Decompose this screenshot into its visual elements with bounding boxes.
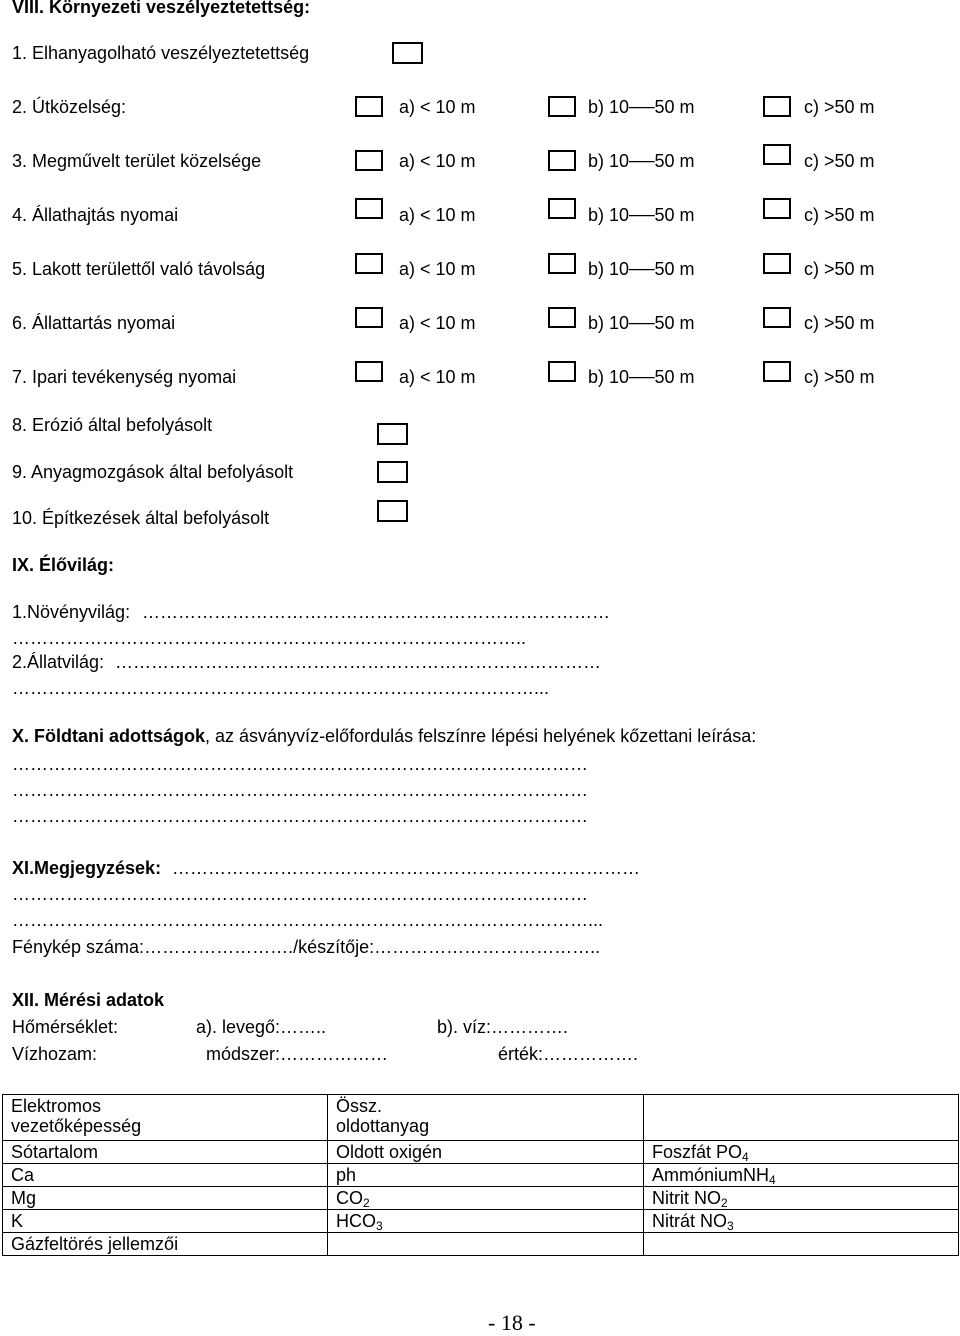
checkbox-row-8[interactable] [377,423,408,445]
section-11-title: XI.Megjegyzések: [12,858,162,878]
cell-ammonium[interactable]: AmmóniumNH$_4$ [644,1164,959,1187]
notes-dots-line-2[interactable]: …………………………………………………………………………………… [12,884,588,904]
checkbox-row-1[interactable] [392,42,423,64]
flora-label: 1.Növényvilág: [12,602,131,622]
cell-salinity[interactable]: Sótartalom [3,1141,328,1164]
row-6-option-c: c) >50 m [804,313,875,333]
checkbox-row-2-c[interactable] [763,96,791,117]
row-2-label: 2. Útközelség: [12,97,127,117]
temperature-air[interactable]: a). levegő:…….. [196,1017,327,1037]
row-3-option-a: a) < 10 m [399,151,476,171]
checkbox-row-7-b[interactable] [548,361,576,382]
flora-dots-line-2[interactable]: ………………………………………………………………………….. [12,628,527,648]
checkbox-row-4-c[interactable] [763,198,791,219]
row-5-option-b: b) 10──50 m [588,259,695,279]
geology-dots-line-3[interactable]: …………………………………………………………………………………… [12,806,588,826]
row-6-option-a: a) < 10 m [399,313,476,333]
section-10-title-bold: X. Földtani adottságok [12,726,206,746]
row-6-label: 6. Állattartás nyomai [12,313,176,333]
checkbox-row-9[interactable] [377,461,408,483]
checkbox-row-3-b[interactable] [548,150,576,171]
cell-magnesium[interactable]: Mg [3,1187,328,1210]
cell-empty[interactable] [644,1095,959,1141]
notes-dots-line-1[interactable]: …………………………………………………………………… [172,858,640,878]
row-4-option-c: c) >50 m [804,205,875,225]
row-9-label: 9. Anyagmozgások által befolyásolt [12,462,294,482]
cell-empty[interactable] [644,1233,959,1256]
row-5-option-a: a) < 10 m [399,259,476,279]
checkbox-row-10[interactable] [377,500,408,522]
row-5-option-c: c) >50 m [804,259,875,279]
row-1-label: 1. Elhanyagolható veszélyeztetettség [12,43,310,63]
cell-conductivity[interactable]: Elektromos vezetőképesség [3,1095,328,1141]
checkbox-row-5-c[interactable] [763,253,791,274]
table-row [3,1095,959,1141]
flora-dots-line-1[interactable]: …………………………………………………………………… [142,602,610,622]
photo-author-dots[interactable]: ……………………………….. [374,937,601,957]
row-3-label: 3. Megművelt terület közelsége [12,151,262,171]
row-4-option-b: b) 10──50 m [588,205,695,225]
row-10-label: 10. Építkezések által befolyásolt [12,508,270,528]
checkbox-row-7-a[interactable] [355,361,383,382]
row-2-option-b: b) 10──50 m [588,97,695,117]
cell-ph[interactable]: ph [328,1164,644,1187]
flow-method[interactable]: módszer:……………… [206,1044,389,1064]
table-row [3,1210,959,1233]
row-2-option-c: c) >50 m [804,97,875,117]
cell-hco3[interactable]: $HCO_3$ [328,1210,644,1233]
cell-co2[interactable]: $CO_2$ [328,1187,644,1210]
cell-nitrite[interactable]: Nitrit $NO_2$ [644,1187,959,1210]
row-4-label: 4. Állathajtás nyomai [12,205,179,225]
fauna-label: 2.Állatvilág: [12,652,105,672]
row-5-label: 5. Lakott területtől való távolság [12,259,266,279]
checkbox-row-2-a[interactable] [355,96,383,117]
cell-dissolved-oxygen[interactable]: Oldott oxigén [328,1141,644,1164]
checkbox-row-5-b[interactable] [548,253,576,274]
temperature-label: Hőmérséklet: [12,1017,119,1037]
cell-total-dissolved[interactable]: Össz. oldottanyag [328,1095,644,1141]
temperature-water[interactable]: b). víz:…………. [437,1017,569,1037]
row-8-label: 8. Erózió által befolyásolt [12,415,213,435]
row-6-option-b: b) 10──50 m [588,313,695,333]
section-12-title: XII. Mérési adatok [12,990,165,1010]
photo-author-label: ./készítője: [288,937,375,957]
cell-phosphate[interactable]: Foszfát $PO_4$ [644,1141,959,1164]
geology-dots-line-2[interactable]: …………………………………………………………………………………… [12,780,588,800]
photo-number-dots[interactable]: …………………… [144,937,289,957]
notes-dots-line-3[interactable]: ……………………………………………………………………………………... [12,910,604,930]
fauna-dots-line-1[interactable]: ……………………………………………………………………… [115,652,601,672]
checkbox-row-6-a[interactable] [355,307,383,328]
photo-number-label: Fénykép száma: [12,937,145,957]
cell-empty[interactable] [328,1233,644,1256]
table-row [3,1187,959,1210]
cell-nitrate[interactable]: Nitrát $NO_3$ [644,1210,959,1233]
cell-gas-emission[interactable]: Gázfeltörés jellemzői [3,1233,328,1256]
photo-line [12,937,600,957]
row-3-option-b: b) 10──50 m [588,151,695,171]
row-7-option-c: c) >50 m [804,367,875,387]
checkbox-row-4-b[interactable] [548,198,576,219]
section-8-title: VIII. Környezeti veszélyeztetettség: [12,0,311,17]
measurement-table [2,1094,959,1256]
row-2-option-a: a) < 10 m [399,97,476,117]
row-3-option-c: c) >50 m [804,151,875,171]
checkbox-row-6-c[interactable] [763,307,791,328]
checkbox-row-3-c[interactable] [763,144,791,165]
table-row [3,1141,959,1164]
checkbox-row-4-a[interactable] [355,198,383,219]
row-7-option-b: b) 10──50 m [588,367,695,387]
cell-calcium[interactable]: Ca [3,1164,328,1187]
checkbox-row-7-c[interactable] [763,361,791,382]
flow-value[interactable]: érték:……………. [498,1044,639,1064]
flow-label: Vízhozam: [12,1044,98,1064]
checkbox-row-2-b[interactable] [548,96,576,117]
page-number: - 18 - [488,1310,536,1335]
row-7-label: 7. Ipari tevékenység nyomai [12,367,237,387]
section-9-title: IX. Élővilág: [12,555,115,575]
geology-dots-line-1[interactable]: …………………………………………………………………………………… [12,754,588,774]
row-4-option-a: a) < 10 m [399,205,476,225]
section-10-title [12,726,756,746]
row-7-option-a: a) < 10 m [399,367,476,387]
cell-potassium[interactable]: K [3,1210,328,1233]
section-10-title-rest: , az ásványvíz-előfordulás felszínre lépési helyének kőzettani leírása: [205,726,757,746]
checkbox-row-6-b[interactable] [548,307,576,328]
table-row [3,1233,959,1256]
table-row [3,1164,959,1187]
checkbox-row-5-a[interactable] [355,253,383,274]
checkbox-row-3-a[interactable] [355,150,383,171]
fauna-dots-line-2[interactable]: ……………………………………………………………………………... [12,678,550,698]
